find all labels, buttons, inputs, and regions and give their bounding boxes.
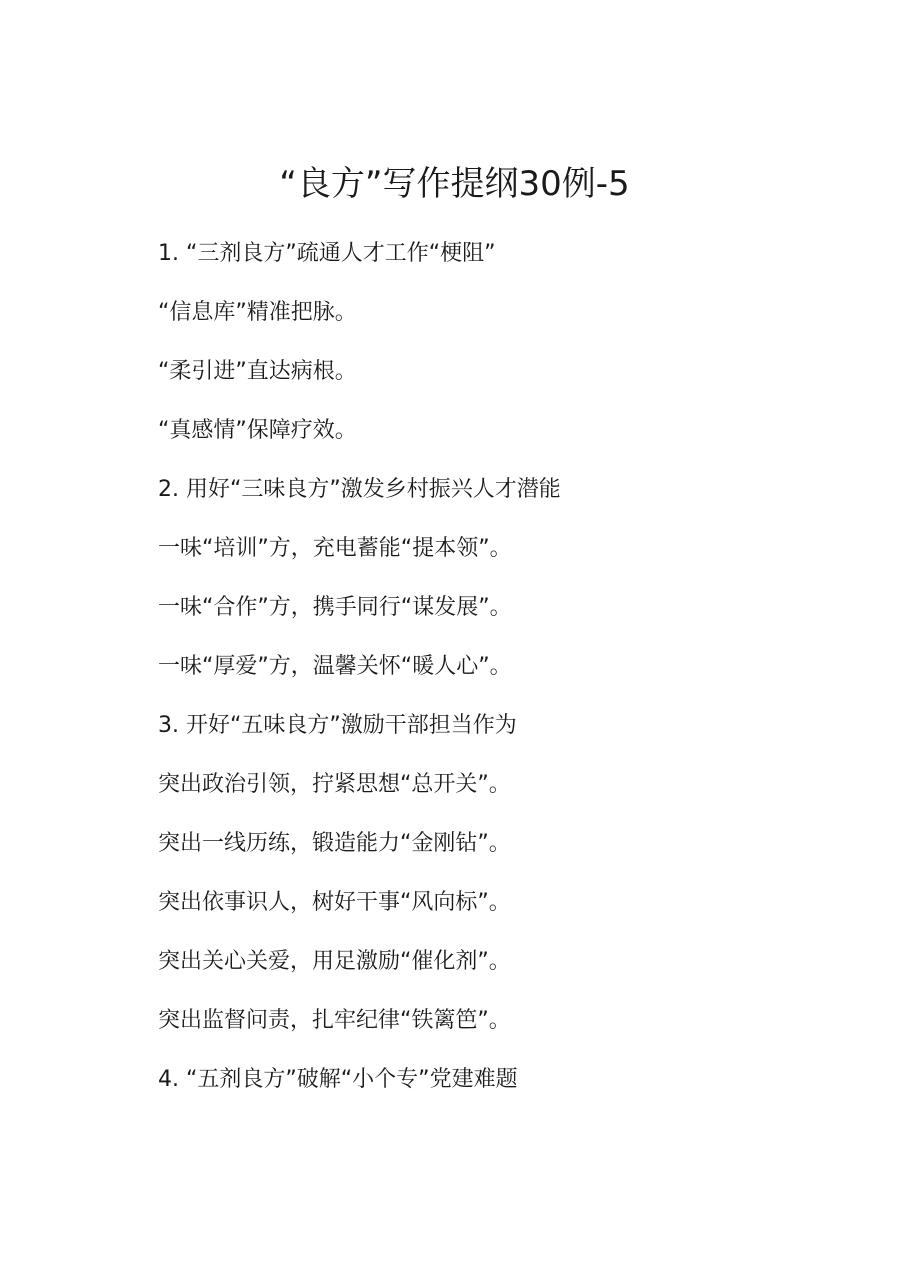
text-line: 一味“培训”方，充电蓄能“提本领”。 [158,536,512,561]
text-line: 一味“厚爱”方，温馨关怀“暖人心”。 [158,654,512,679]
document-title: “良方”写作提纲30例-5 [279,164,630,204]
text-line: 突出依事识人，树好干事“风向标”。 [158,890,511,915]
text-line: 突出关心关爱，用足激励“催化剂”。 [158,949,511,974]
text-line: 一味“合作”方，携手同行“谋发展”。 [158,595,512,620]
text-line: “真感情”保障疗效。 [158,418,357,443]
text-line: 突出一线历练，锻造能力“金刚钻”。 [158,831,511,856]
heading-2: 2. 用好“三味良方”激发乡村振兴人才潜能 [158,477,561,502]
heading-3: 3. 开好“五味良方”激励干部担当作为 [158,713,517,738]
text-line: 突出政治引领，拧紧思想“总开关”。 [158,772,511,797]
heading-1: 1. “三剂良方”疏通人才工作“梗阻” [158,241,496,266]
heading-4: 4. “五剂良方”破解“小个专”党建难题 [158,1067,518,1092]
text-line: “信息库”精准把脉。 [158,300,357,325]
text-line: 突出监督问责，扎牢纪律“铁篱笆”。 [158,1008,511,1033]
text-line: “柔引进”直达病根。 [158,359,357,384]
